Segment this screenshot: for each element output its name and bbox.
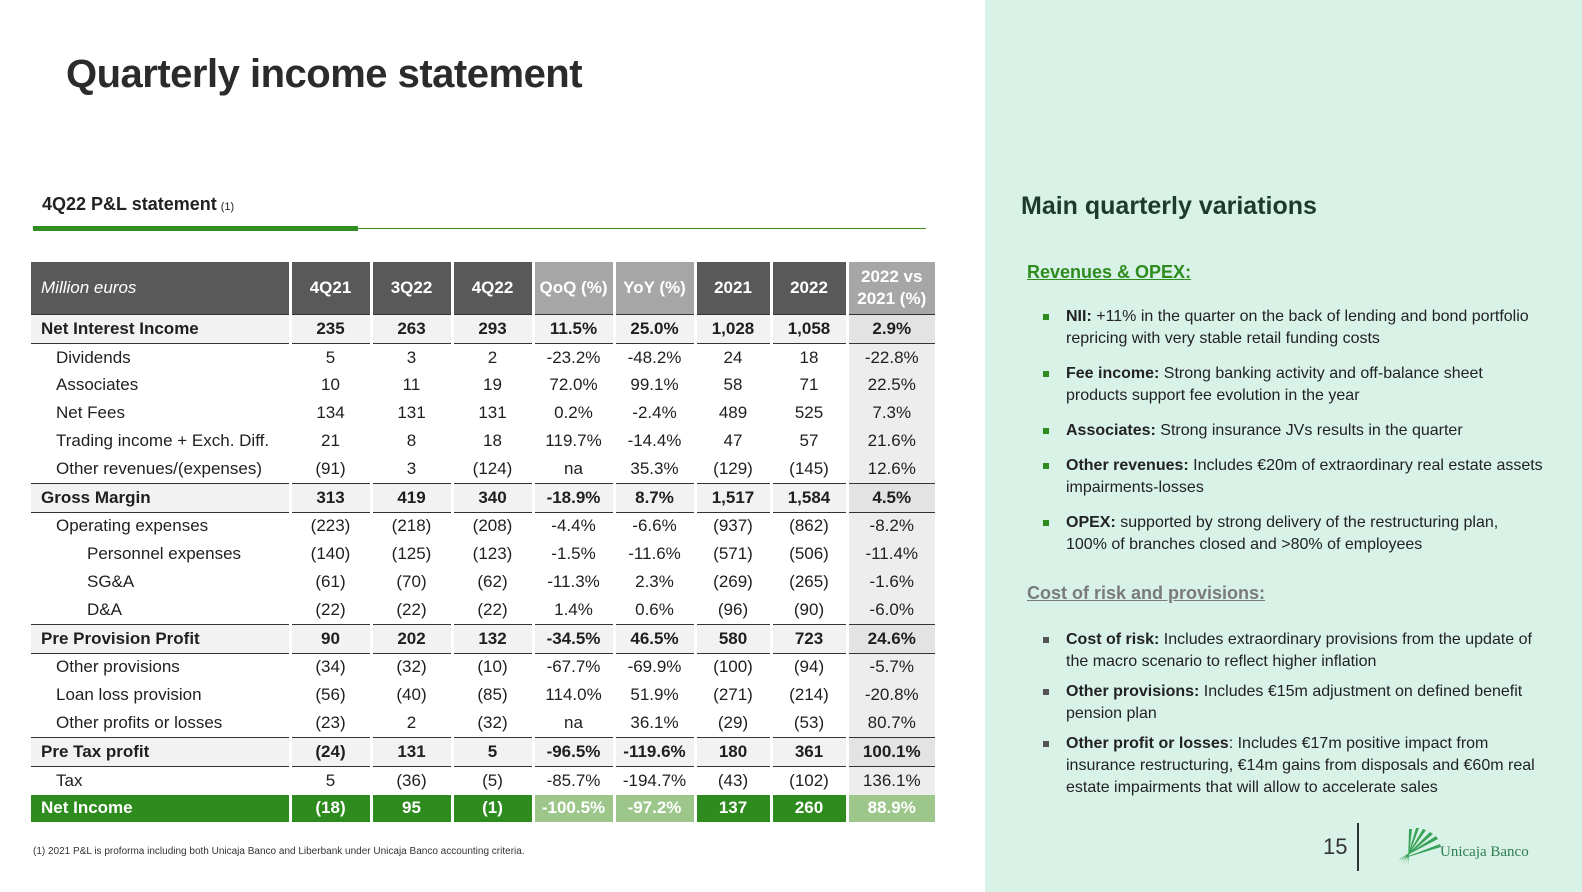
table-cell: (269) xyxy=(695,568,771,596)
table-cell: (32) xyxy=(452,709,533,737)
table-cell: (123) xyxy=(452,540,533,568)
table-cell: 137 xyxy=(695,795,771,823)
table-row xyxy=(31,343,935,371)
table-cell: 131 xyxy=(371,737,452,766)
table-cell: 88.9% xyxy=(847,795,935,823)
table-cell: 46.5% xyxy=(614,624,695,653)
bullet-item xyxy=(1043,512,1543,556)
table-cell: (34) xyxy=(290,653,371,681)
table-cell: 12.6% xyxy=(847,455,935,483)
section-title-text: 4Q22 P&L statement xyxy=(42,194,217,214)
bullet-text: Includes €15m adjustment on defined benefit pension plan xyxy=(1066,683,1523,722)
table-cell: 99.1% xyxy=(614,372,695,400)
table-cell: (10) xyxy=(452,653,533,681)
table-cell: (140) xyxy=(290,540,371,568)
table-cell: 24.6% xyxy=(847,624,935,653)
table-cell: 1,584 xyxy=(771,483,847,512)
table-cell: (24) xyxy=(290,737,371,766)
row-label: Tax xyxy=(31,766,290,794)
logo-text: Unicaja Banco xyxy=(1440,844,1529,860)
table-row xyxy=(31,766,935,794)
table-row xyxy=(31,483,935,512)
table-cell: 419 xyxy=(371,483,452,512)
table-cell: 132 xyxy=(452,624,533,653)
table-row xyxy=(31,737,935,766)
bullet-label: Other profit or losses xyxy=(1066,735,1229,752)
table-cell: (862) xyxy=(771,512,847,540)
table-cell: (22) xyxy=(371,596,452,624)
row-label: Net Fees xyxy=(31,399,290,427)
table-cell: na xyxy=(533,455,614,483)
table-row xyxy=(31,596,935,624)
table-cell: (100) xyxy=(695,653,771,681)
table-cell: 95 xyxy=(371,795,452,823)
bullet-item xyxy=(1043,681,1543,725)
header-cell: 4Q21 xyxy=(290,262,371,315)
table-cell: 180 xyxy=(695,737,771,766)
table-header-row xyxy=(31,262,935,315)
table-cell: (70) xyxy=(371,568,452,596)
table-row xyxy=(31,624,935,653)
table-cell: 24 xyxy=(695,343,771,371)
table-cell: (29) xyxy=(695,709,771,737)
table-cell: 21.6% xyxy=(847,427,935,455)
bullet-item xyxy=(1043,733,1543,799)
table-cell: (91) xyxy=(290,455,371,483)
page-title: Quarterly income statement xyxy=(66,52,583,96)
table-cell: -67.7% xyxy=(533,653,614,681)
header-cell: 2021 xyxy=(695,262,771,315)
table-cell: (18) xyxy=(290,795,371,823)
table-cell: (36) xyxy=(371,766,452,794)
table-cell: (43) xyxy=(695,766,771,794)
table-cell: -2.4% xyxy=(614,399,695,427)
table-row xyxy=(31,709,935,737)
bullet-label: NII: xyxy=(1066,308,1092,325)
table-cell: 5 xyxy=(290,343,371,371)
header-cell: QoQ (%) xyxy=(533,262,614,315)
table-cell: 260 xyxy=(771,795,847,823)
table-cell: 119.7% xyxy=(533,427,614,455)
table-cell: 723 xyxy=(771,624,847,653)
table-row xyxy=(31,540,935,568)
table-row xyxy=(31,681,935,709)
table-cell: -11.4% xyxy=(847,540,935,568)
table-row xyxy=(31,512,935,540)
bullet-text: Includes €20m of extraordinary real estate assets impairments-losses xyxy=(1066,457,1543,496)
row-label: Operating expenses xyxy=(31,512,290,540)
table-cell: 235 xyxy=(290,315,371,344)
table-cell: (90) xyxy=(771,596,847,624)
table-cell: 134 xyxy=(290,399,371,427)
bullet-label: OPEX: xyxy=(1066,514,1116,531)
section-footnote-ref: (1) xyxy=(220,201,235,213)
bullet-item xyxy=(1043,306,1543,350)
table-cell: 18 xyxy=(771,343,847,371)
table-cell: 21 xyxy=(290,427,371,455)
unicaja-logo xyxy=(1396,826,1546,866)
table-cell: 1,517 xyxy=(695,483,771,512)
bullet-item xyxy=(1043,455,1543,499)
table-cell: 57 xyxy=(771,427,847,455)
table-cell: -96.5% xyxy=(533,737,614,766)
table-cell: 51.9% xyxy=(614,681,695,709)
table-cell: -48.2% xyxy=(614,343,695,371)
row-label: Other provisions xyxy=(31,653,290,681)
header-cell: 2022 vs 2021 (%) xyxy=(847,262,935,315)
table-cell: 136.1% xyxy=(847,766,935,794)
row-label: Loan loss provision xyxy=(31,681,290,709)
header-cell: Million euros xyxy=(31,262,290,315)
table-cell: (96) xyxy=(695,596,771,624)
table-row xyxy=(31,568,935,596)
bullet-text: supported by strong delivery of the restructuring plan, 100% of branches closed and >80% of employees xyxy=(1066,514,1499,553)
table-cell: 361 xyxy=(771,737,847,766)
page-number: 15 xyxy=(1323,834,1348,859)
table-cell: 100.1% xyxy=(847,737,935,766)
table-cell: -85.7% xyxy=(533,766,614,794)
table-row xyxy=(31,455,935,483)
table-cell: -11.3% xyxy=(533,568,614,596)
bullet-label: Cost of risk: xyxy=(1066,631,1160,648)
bullet-text: +11% in the quarter on the back of lending and bond portfolio repricing with very stable retail funding costs xyxy=(1066,308,1529,347)
table-cell: (145) xyxy=(771,455,847,483)
table-row xyxy=(31,795,935,823)
table-cell: (125) xyxy=(371,540,452,568)
table-cell: 1,058 xyxy=(771,315,847,344)
table-cell: -194.7% xyxy=(614,766,695,794)
header-cell: YoY (%) xyxy=(614,262,695,315)
table-cell: (62) xyxy=(452,568,533,596)
table-cell: (124) xyxy=(452,455,533,483)
row-label: Net Interest Income xyxy=(31,315,290,344)
table-cell: -22.8% xyxy=(847,343,935,371)
table-cell: 80.7% xyxy=(847,709,935,737)
table-cell: 19 xyxy=(452,372,533,400)
table-cell: 5 xyxy=(452,737,533,766)
row-label: Pre Tax profit xyxy=(31,737,290,766)
table-cell: 2.3% xyxy=(614,568,695,596)
table-cell: 5 xyxy=(290,766,371,794)
section-divider-accent xyxy=(33,226,358,231)
table-cell: 263 xyxy=(371,315,452,344)
table-cell: (208) xyxy=(452,512,533,540)
table-cell: 114.0% xyxy=(533,681,614,709)
table-cell: 1.4% xyxy=(533,596,614,624)
header-cell: 3Q22 xyxy=(371,262,452,315)
table-cell: 7.3% xyxy=(847,399,935,427)
table-cell: -23.2% xyxy=(533,343,614,371)
table-cell: 25.0% xyxy=(614,315,695,344)
row-label: Net Income xyxy=(31,795,290,823)
table-cell: (22) xyxy=(452,596,533,624)
row-label: Dividends xyxy=(31,343,290,371)
table-cell: 90 xyxy=(290,624,371,653)
table-cell: -100.5% xyxy=(533,795,614,823)
table-cell: (129) xyxy=(695,455,771,483)
table-cell: 525 xyxy=(771,399,847,427)
side-panel xyxy=(985,0,1582,892)
table-cell: (23) xyxy=(290,709,371,737)
table-cell: 47 xyxy=(695,427,771,455)
pl-table xyxy=(31,262,935,822)
table-cell: 22.5% xyxy=(847,372,935,400)
table-cell: (214) xyxy=(771,681,847,709)
bullet-label: Other provisions: xyxy=(1066,683,1200,700)
section-title xyxy=(42,194,234,215)
bullet-icon xyxy=(1043,741,1049,747)
table-cell: (61) xyxy=(290,568,371,596)
table-cell: -1.5% xyxy=(533,540,614,568)
table-cell: (265) xyxy=(771,568,847,596)
bullet-icon xyxy=(1043,689,1049,695)
table-cell: (5) xyxy=(452,766,533,794)
table-cell: 72.0% xyxy=(533,372,614,400)
table-cell: (85) xyxy=(452,681,533,709)
table-cell: 2 xyxy=(452,343,533,371)
table-cell: -69.9% xyxy=(614,653,695,681)
header-cell: 4Q22 xyxy=(452,262,533,315)
table-cell: -6.0% xyxy=(847,596,935,624)
table-cell: 0.6% xyxy=(614,596,695,624)
table-row xyxy=(31,399,935,427)
table-row xyxy=(31,653,935,681)
bullet-icon xyxy=(1043,637,1049,643)
table-cell: 2 xyxy=(371,709,452,737)
bullet-text: Strong banking activity and off-balance sheet products support fee evolution in the year xyxy=(1066,365,1483,404)
revenues-bullet-list xyxy=(1043,306,1543,569)
table-cell: (937) xyxy=(695,512,771,540)
table-cell: 3 xyxy=(371,343,452,371)
bullet-icon xyxy=(1043,428,1049,434)
table-cell: 58 xyxy=(695,372,771,400)
table-cell: (218) xyxy=(371,512,452,540)
table-cell: 340 xyxy=(452,483,533,512)
table-cell: (1) xyxy=(452,795,533,823)
table-cell: 489 xyxy=(695,399,771,427)
bullet-label: Associates: xyxy=(1066,422,1156,439)
table-cell: 131 xyxy=(371,399,452,427)
header-cell: 2022 xyxy=(771,262,847,315)
table-cell: 580 xyxy=(695,624,771,653)
table-cell: -119.6% xyxy=(614,737,695,766)
table-cell: 131 xyxy=(452,399,533,427)
table-cell: (94) xyxy=(771,653,847,681)
table-cell: na xyxy=(533,709,614,737)
table-cell: 3 xyxy=(371,455,452,483)
risk-heading: Cost of risk and provisions: xyxy=(1027,583,1266,603)
table-cell: -8.2% xyxy=(847,512,935,540)
table-cell: 1,028 xyxy=(695,315,771,344)
row-label: Other profits or losses xyxy=(31,709,290,737)
table-cell: -1.6% xyxy=(847,568,935,596)
table-row xyxy=(31,372,935,400)
table-cell: 35.3% xyxy=(614,455,695,483)
revenues-heading: Revenues & OPEX: xyxy=(1027,262,1192,282)
row-label: Gross Margin xyxy=(31,483,290,512)
bullet-icon xyxy=(1043,371,1049,377)
table-cell: (102) xyxy=(771,766,847,794)
table-cell: (22) xyxy=(290,596,371,624)
bullet-icon xyxy=(1043,314,1049,320)
bullet-item xyxy=(1043,363,1543,407)
row-label: Associates xyxy=(31,372,290,400)
row-label: Pre Provision Profit xyxy=(31,624,290,653)
row-label: Other revenues/(expenses) xyxy=(31,455,290,483)
table-cell: 293 xyxy=(452,315,533,344)
bullet-item xyxy=(1043,420,1543,442)
table-cell: -18.9% xyxy=(533,483,614,512)
table-cell: -20.8% xyxy=(847,681,935,709)
bullet-text: Includes extraordinary provisions from the update of the macro scenario to reflect higher inflation xyxy=(1066,631,1532,670)
table-cell: 202 xyxy=(371,624,452,653)
bullet-text: Strong insurance JVs results in the quarter xyxy=(1155,422,1463,439)
table-cell: -34.5% xyxy=(533,624,614,653)
row-label: D&A xyxy=(31,596,290,624)
table-cell: -6.6% xyxy=(614,512,695,540)
table-cell: 10 xyxy=(290,372,371,400)
risk-bullet-list xyxy=(1043,629,1543,807)
table-row xyxy=(31,427,935,455)
bullet-text: : Includes €17m positive impact from insurance restructuring, €14m gains from disposals and €60m real estate impairments that will allow to accelerate sales xyxy=(1066,735,1535,796)
table-cell: 0.2% xyxy=(533,399,614,427)
table-cell: 18 xyxy=(452,427,533,455)
bullet-icon xyxy=(1043,520,1049,526)
bullet-label: Fee income: xyxy=(1066,365,1160,382)
table-cell: 11 xyxy=(371,372,452,400)
table-cell: 71 xyxy=(771,372,847,400)
table-cell: 8.7% xyxy=(614,483,695,512)
footer-divider xyxy=(1357,823,1359,871)
table-cell: (571) xyxy=(695,540,771,568)
bullet-item xyxy=(1043,629,1543,673)
table-cell: (32) xyxy=(371,653,452,681)
table-cell: (53) xyxy=(771,709,847,737)
table-cell: 2.9% xyxy=(847,315,935,344)
panel-title: Main quarterly variations xyxy=(1021,192,1317,220)
table-cell: -11.6% xyxy=(614,540,695,568)
footnote: (1) 2021 P&L is proforma including both Unicaja Banco and Liberbank under Unicaja Banco accounting criteria. xyxy=(33,846,525,857)
table-cell: 11.5% xyxy=(533,315,614,344)
table-cell: (223) xyxy=(290,512,371,540)
row-label: Personnel expenses xyxy=(31,540,290,568)
table-cell: (506) xyxy=(771,540,847,568)
table-cell: 8 xyxy=(371,427,452,455)
table-cell: 313 xyxy=(290,483,371,512)
table-row xyxy=(31,315,935,344)
table-cell: -14.4% xyxy=(614,427,695,455)
table-cell: (40) xyxy=(371,681,452,709)
row-label: SG&A xyxy=(31,568,290,596)
table-cell: -97.2% xyxy=(614,795,695,823)
bullet-icon xyxy=(1043,463,1049,469)
table-cell: 4.5% xyxy=(847,483,935,512)
bullet-label: Other revenues: xyxy=(1066,457,1189,474)
row-label: Trading income + Exch. Diff. xyxy=(31,427,290,455)
table-cell: -5.7% xyxy=(847,653,935,681)
table-cell: -4.4% xyxy=(533,512,614,540)
table-cell: (56) xyxy=(290,681,371,709)
table-cell: (271) xyxy=(695,681,771,709)
fan-logo-icon xyxy=(1396,826,1444,866)
table-cell: 36.1% xyxy=(614,709,695,737)
